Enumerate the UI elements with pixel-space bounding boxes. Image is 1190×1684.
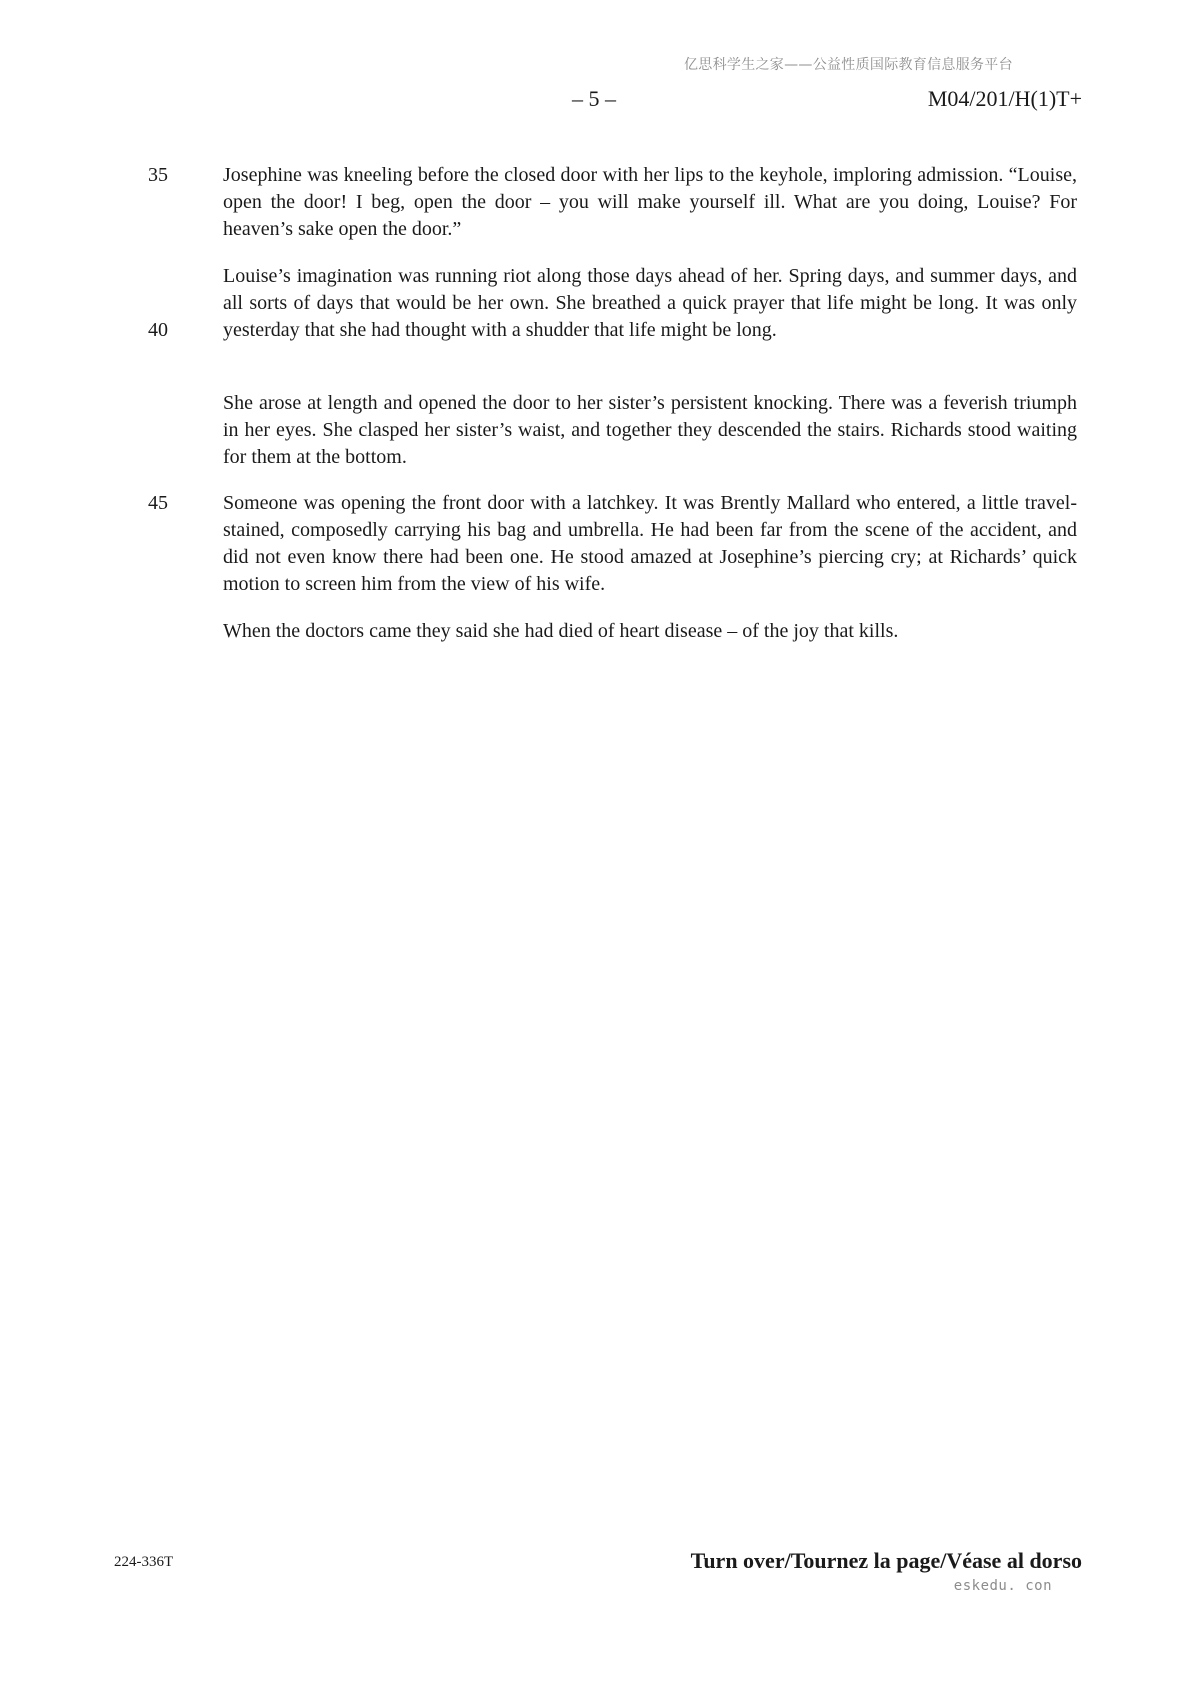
turn-over-notice: Turn over/Tournez la page/Véase al dorso — [690, 1548, 1082, 1573]
paragraph-2: Louise’s imagination was running riot along those days ahead of her. Spring days, and summer days, and all sorts of days that would be her own. She breathed a quick prayer that life might be long. It was only yesterday that she had thought with a shudder that life might be long. — [223, 265, 1077, 341]
paragraph-4: Someone was opening the front door with a latchkey. It was Brently Mallard who entered, a little travel-stained, composedly carrying his bag and umbrella. He had been far from the scene of the accident, and did not even know there had been one. He stood amazed at Josephine’s piercing cry; at Richards’ quick motion to screen him from the view of his wife. — [223, 492, 1077, 595]
line-number-35: 35 — [148, 164, 168, 186]
footer-document-code: 224-336T — [114, 1554, 174, 1570]
paragraph-3: She arose at length and opened the door to her sister’s persistent knocking. There was a feverish triumph in her eyes. She clasped her sister’s waist, and together they descended the stairs. Richards stood waiting for them at the bottom. — [223, 392, 1077, 468]
paragraph-1: Josephine was kneeling before the closed door with her lips to the keyhole, imploring admission. “Louise, open the door! I beg, open the door – you will make yourself ill. What are you doing, Louise? For heaven’s sake open the door.” — [223, 164, 1077, 240]
page-number: – 5 – — [572, 86, 616, 111]
footer-watermark: eskedu. con — [953, 1578, 1052, 1594]
paragraph-5: When the doctors came they said she had died of heart disease – of the joy that kills. — [223, 620, 899, 642]
document-code: M04/201/H(1)T+ — [927, 86, 1082, 111]
header-watermark: 亿思科学生之家——公益性质国际教育信息服务平台 — [684, 57, 1013, 73]
line-number-45: 45 — [148, 492, 168, 514]
line-number-40: 40 — [148, 319, 168, 341]
